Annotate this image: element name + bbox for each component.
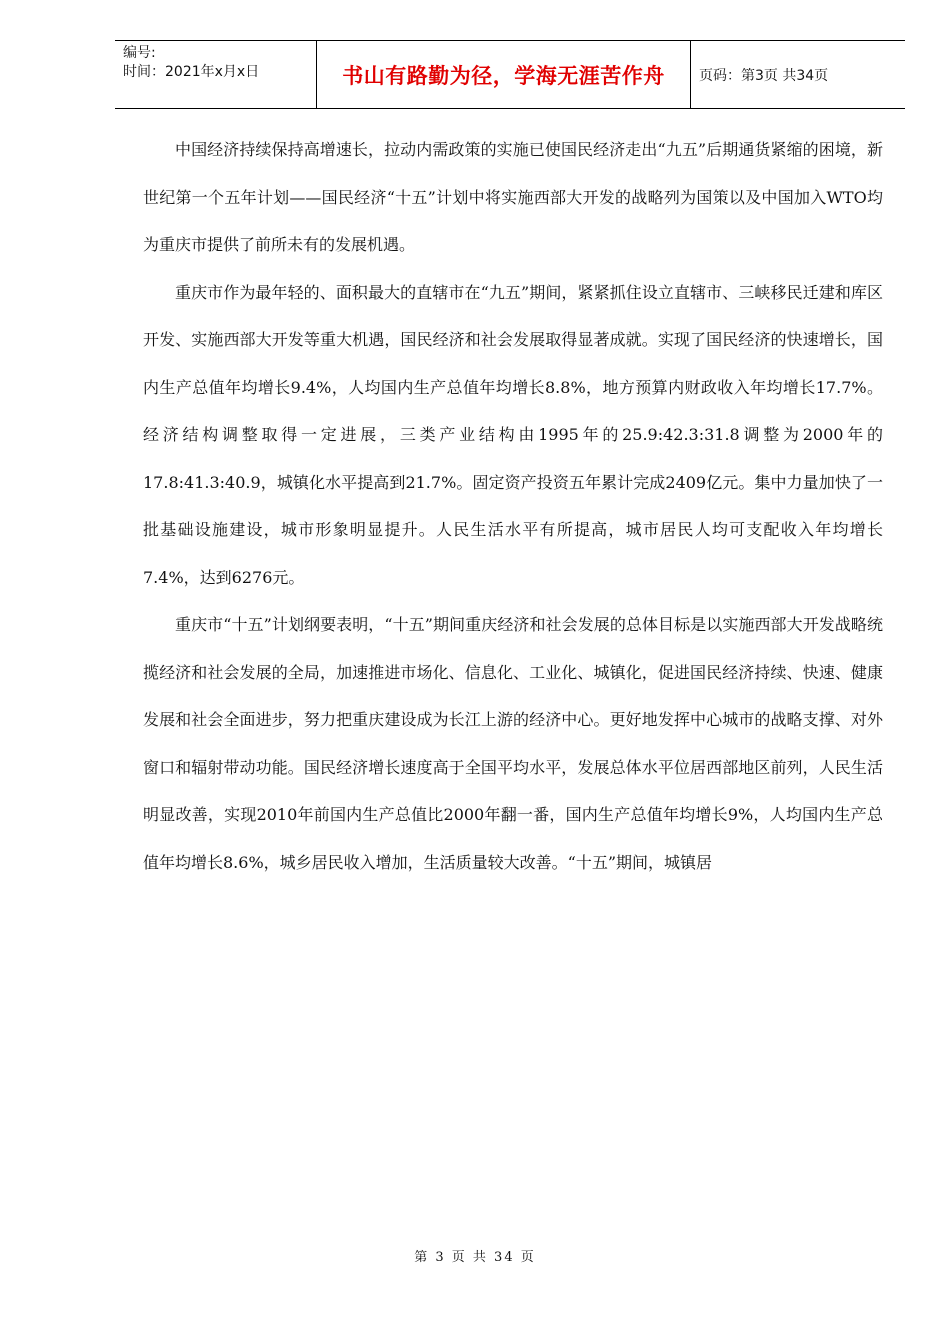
header-meta [115,41,317,108]
header-page-info: 页码：第3页 共34页 [699,67,829,84]
page-footer: 第 3 页 共 34 页 [414,1250,536,1265]
paragraph: 中国经济持续保持高增速长，拉动内需政策的实施已使国民经济走出“九五”后期通货紧缩的困境，新世纪第一个五年计划——国民经济“十五”计划中将实施西部大开发的战略列为国策以及中国加入WTO均为重庆市提供了前所未有的发展机遇。 [143,140,883,254]
document-number-label: 编号: [123,45,156,61]
document-header [115,40,905,109]
document-body [143,126,883,886]
document-time-label: 时间：2021年x月x日 [123,64,260,80]
paragraph: 重庆市“十五”计划纲要表明，“十五”期间重庆经济和社会发展的总体目标是以实施西部大开发战略统揽经济和社会发展的全局，加速推进市场化、信息化、工业化、城镇化，促进国民经济持续、快速、健康发展和社会全面进步，努力把重庆建设成为长江上游的经济中心。更好地发挥中心城市的战略支撑、对外窗口和辐射带动功能。国民经济增长速度高于全国平均水平，发展总体水平位居西部地区前列，人民生活明显改善，实现2010年前国内生产总值比2000年翻一番，国内生产总值年均增长9%，人均国内生产总值年均增长8.6%，城乡居民收入增加，生活质量较大改善。“十五”期间，城镇居 [143,615,883,872]
header-motto: 书山有路勤为径，学海无涯苦作舟 [317,41,691,108]
paragraph: 重庆市作为最年轻的、面积最大的直辖市在“九五”期间，紧紧抓住设立直辖市、三峡移民迁建和库区开发、实施西部大开发等重大机遇，国民经济和社会发展取得显著成就。实现了国民经济的快速增长，国内生产总值年均增长9.4%，人均国内生产总值年均增长8.8%，地方预算内财政收入年均增长17.7%。经济结构调整取得一定进展，三类产业结构由1995年的25.9:42.3:31.8调整为2000年的17.8:41.3:40.9，城镇化水平提高到21.7%。固定资产投资五年累计完成2409亿元。集中力量加快了一批基础设施建设，城市形象明显提升。人民生活水平有所提高，城市居民人均可支配收入年均增长7.4%，达到6276元。 [143,282,883,587]
